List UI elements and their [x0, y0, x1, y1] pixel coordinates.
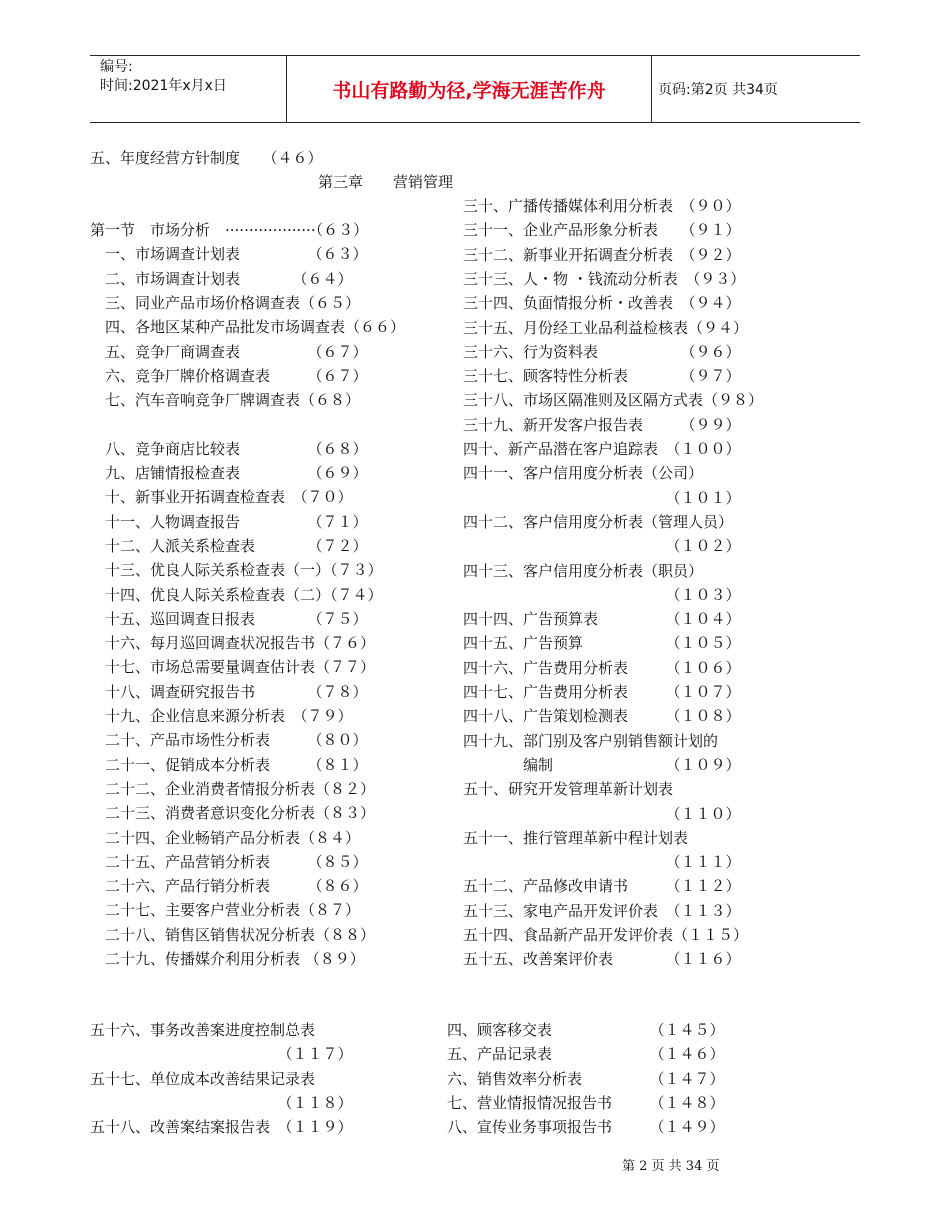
toc-entry: 五十八、改善案结案报告表 （１１９）: [90, 1118, 353, 1137]
toc-entry: 三十二、新事业开拓调查分析表 （９２）: [463, 245, 741, 264]
toc-entry: 四十四、广告预算表 （１０４）: [463, 610, 741, 629]
chapter-title: 第三章 营销管理: [318, 173, 454, 191]
toc-entry: 十一、人物调查报告 （７１）: [90, 512, 368, 531]
toc-entry: 十、新事业开拓调查检查表 （７０）: [90, 488, 353, 507]
toc-entry: 五十三、家电产品开发评价表 （１１３）: [463, 901, 741, 920]
toc-entry: 四十三、客户信用度分析表（职员）: [463, 561, 704, 580]
toc-entry: 二十六、产品行销分析表 （８６）: [90, 877, 368, 896]
toc-entry: 六、竞争厂牌价格调查表 （６７）: [90, 366, 368, 385]
toc-entry: 十六、每月巡回调查状况报告书（７６）: [90, 634, 376, 653]
toc-entry: 三、同业产品市场价格调查表（６５）: [90, 293, 361, 312]
toc-entry: 三十三、人・物 ・钱流动分析表 （９３）: [463, 269, 746, 288]
toc-entry: 四十八、广告策划检测表 （１０８）: [463, 707, 741, 726]
toc-entry: 八、竞争商店比较表 （６８）: [90, 439, 368, 458]
toc-entry: 二十一、促销成本分析表 （８１）: [90, 755, 368, 774]
toc-entry: 四、各地区某种产品批发市场调查表（６６）: [90, 318, 406, 337]
toc-entry: 二十二、企业消费者情报分析表（８２）: [90, 779, 376, 798]
toc-entry: 七、营业情报情况报告书 （１４８）: [447, 1093, 725, 1112]
toc-entry: 十二、人派关系检查表 （７２）: [90, 536, 368, 555]
toc-entry: 编制 （１０９）: [463, 755, 741, 774]
toc-entry: 三十、广播传播媒体利用分析表 （９０）: [463, 197, 741, 215]
toc-entry: 十七、市场总需要量调查估计表（７７）: [90, 658, 376, 677]
toc-entry: 九、店铺情报检查表 （６９）: [90, 464, 368, 482]
toc-entry: 四十九、部门别及客户别销售额计划的: [463, 731, 719, 750]
time-label: 时间:2021年x月x日: [100, 78, 227, 94]
toc-entry: 五十一、推行管理革新中程计划表: [463, 828, 689, 847]
toc-entry: 十五、巡回调查日报表 （７５）: [90, 609, 368, 628]
toc-entry: 五、竞争厂商调查表 （６７）: [90, 342, 368, 361]
toc-entry: （１１０）: [463, 804, 741, 823]
toc-entry: 四十六、广告费用分析表 （１０６）: [463, 658, 741, 677]
toc-entry: 三十六、行为资料表 （９６）: [463, 342, 741, 361]
page-footer: 第 2 页 共 34 页: [622, 1159, 720, 1174]
toc-entry: 十八、调查研究报告书 （７８）: [90, 682, 368, 701]
toc-entry: 五十二、产品修改申请书 （１１２）: [463, 877, 741, 896]
toc-entry: 六、销售效率分析表 （１４７）: [447, 1069, 725, 1088]
toc-entry: 二、市场调查计划表 （６４）: [90, 269, 353, 288]
toc-entry: 五十七、单位成本改善结果记录表: [90, 1069, 316, 1088]
toc-entry: 五、产品记录表 （１４６）: [447, 1045, 725, 1064]
toc-entry: 三十七、顾客特性分析表 （９７）: [463, 367, 741, 386]
toc-entry: 三十五、月份经工业品利益检核表（９４）: [463, 318, 749, 337]
toc-entry: （１０１）: [463, 488, 741, 507]
toc-entry: 二十七、主要客户营业分析表（８７）: [90, 901, 361, 920]
toc-entry: 四、顾客移交表 （１４５）: [447, 1021, 725, 1039]
toc-entry: 四十一、客户信用度分析表（公司）: [463, 464, 704, 483]
code-label: 编号:: [100, 59, 133, 75]
toc-entry: 第一节 市场分析 ···················（６３）: [90, 221, 369, 239]
toc-entry: （１０３）: [463, 585, 741, 604]
toc-entry: （１１１）: [463, 853, 741, 872]
page-header: [90, 55, 860, 123]
toc-entry: 四十二、客户信用度分析表（管理人员）: [463, 512, 734, 531]
top-line: 五、年度经营方针制度 （４６）: [90, 149, 323, 167]
toc-entry: 二十四、企业畅销产品分析表（８４）: [90, 828, 361, 847]
toc-entry: 八、宣传业务事项报告书 （１４９）: [447, 1118, 725, 1137]
toc-entry: 四十七、广告费用分析表 （１０７）: [463, 683, 741, 701]
toc-entry: 二十三、消费者意识变化分析表（８３）: [90, 804, 376, 823]
toc-entry: 二十八、销售区销售状况分析表（８８）: [90, 925, 376, 944]
toc-entry: 四十五、广告预算 （１０５）: [463, 634, 741, 653]
header-page-info: 页码:第2页 共34页: [658, 82, 778, 98]
toc-entry: 二十九、传播媒介利用分析表 （８９）: [90, 950, 365, 968]
toc-entry: 七、汽车音响竞争厂牌调查表（６８）: [90, 391, 361, 410]
toc-entry: （１１７）: [90, 1045, 353, 1064]
toc-entry: 五十四、食品新产品开发评价表（１１５）: [463, 926, 749, 944]
toc-entry: 五十六、事务改善案进度控制总表: [90, 1021, 316, 1039]
toc-entry: 三十四、负面情报分析・改善表 （９４）: [463, 294, 741, 313]
header-meta: [100, 58, 290, 96]
header-motto: 书山有路勤为径,学海无涯苦作舟: [286, 56, 652, 122]
toc-entry: 十三、优良人际关系检查表（一）（７３）: [90, 561, 383, 580]
toc-entry: 二十五、产品营销分析表 （８５）: [90, 852, 368, 871]
toc-entry: 二十、产品市场性分析表 （８０）: [90, 731, 368, 750]
toc-entry: 五十五、改善案评价表 （１１６）: [463, 950, 741, 969]
toc-entry: 十九、企业信息来源分析表 （７９）: [90, 707, 353, 725]
toc-entry: 三十一、企业产品形象分析表 （９１）: [463, 221, 741, 240]
toc-entry: 十四、优良人际关系检查表（二）（７４）: [90, 585, 383, 604]
toc-entry: 五十、研究开发管理革新计划表: [463, 780, 674, 799]
toc-entry: 四十、新产品潜在客户追踪表 （１００）: [463, 440, 741, 458]
toc-entry: （１０２）: [463, 537, 741, 556]
toc-entry: 三十九、新开发客户报告表 （９９）: [463, 415, 741, 434]
toc-entry: 三十八、市场区隔准则及区隔方式表（９８）: [463, 391, 764, 410]
toc-entry: 一、市场调查计划表 （６３）: [90, 245, 368, 264]
toc-entry: （１１８）: [90, 1093, 353, 1112]
